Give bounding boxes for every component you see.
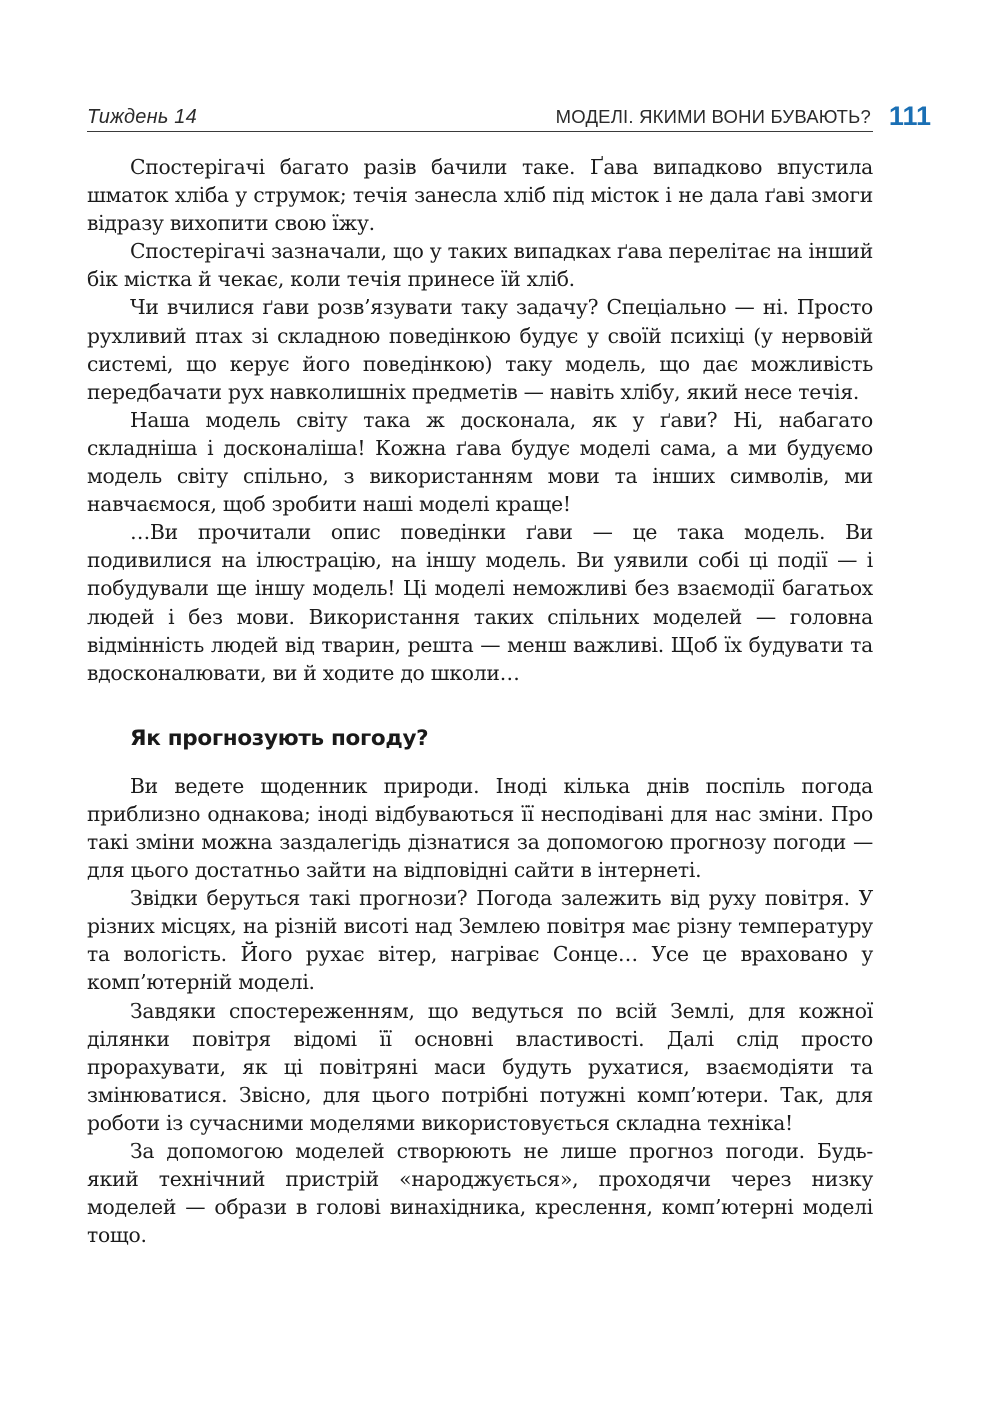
week-label: Тиждень 14	[87, 106, 197, 128]
paragraph: Ви ведете щоденник природи. Іноді кілька днів поспіль погода приблизно однакова; іноді відбуваються її несподівані для нас зміни. Про такі зміни можна заздалегідь дізнатися за допомогою прогнозу погоди — для цього достатньо зайти на відповідні сайти в інтернеті.	[87, 773, 873, 883]
paragraph: За допомогою моделей створюють не лише прогноз погоди. Будь-який технічний пристрій «народжується», проходячи через низку моделей — образи в голові винахідника, креслення, комп’ютерні моделі тощо.	[87, 1139, 873, 1248]
paragraph: Чи вчилися ґави розв’язувати таку задачу? Спеціально — ні. Просто рухливий птах зі складною поведінкою будує у своїй психіці (у нервовій системі, що керує його поведінкою) таку модель, що дає можливість передбачати рух навколишніх предметів — навіть хлібу, який несе течія.	[87, 295, 873, 404]
header-divider	[87, 131, 873, 132]
chapter-title: МОДЕЛІ. ЯКИМИ ВОНИ БУВАЮТЬ?	[555, 106, 871, 127]
paragraph: Завдяки спостереженням, що ведуться по всій Землі, для кожної ділянки повітря відомі її основні властивості. Далі слід просто прорахувати, як ці повітряні маси будуть рухатися, взаємодіяти та змінюватися. Звісно, для цього потрібні потужні комп’ютери. Так, для роботи із сучасними моделями використовується складна техніка!	[87, 998, 873, 1135]
running-header	[87, 100, 933, 134]
page-number: 111	[888, 101, 931, 131]
paragraph: Наша модель світу така ж досконала, як у ґави? Ні, набагато складніша і досконаліша! Кожна ґава будує моделі сама, а ми будуємо модель світу спільно, з використанням мови та інших символів, ми навчаємося, щоб зробити наші моделі краще!	[87, 407, 873, 517]
page-body	[87, 153, 873, 1249]
paragraph: …Ви прочитали опис поведінки ґави — це така модель. Ви подивилися на ілюстрацію, на іншу модель. Ви уявили собі ці події — і побудували ще іншу модель! Ці моделі неможливі без взаємодії багатьох людей і без мови. Використання таких спільних моделей — головна відмінність людей від тварин, решта — менш важливі. Щоб їх будувати та вдосконалювати, ви й ходите до школи…	[87, 520, 873, 685]
paragraph: Спостерігачі зазначали, що у таких випадках ґава перелітає на інший бік містка й чекає, коли течія принесе їй хліб.	[87, 239, 873, 292]
paragraph: Спостерігачі багато разів бачили таке. Ґава випадково впустила шматок хліба у струмок; течія занесла хліб під місток і не дала ґаві змоги відразу вихопити свою їжу.	[87, 155, 873, 236]
section-heading: Як прогнозують погоду?	[130, 725, 429, 751]
paragraph: Звідки беруться такі прогнози? Погода залежить від руху повітря. У різних місцях, на різній висоті над Землею повітря має різну температуру та вологість. Його рухає вітер, нагріває Сонце… Усе це враховано у комп’ютерній моделі.	[87, 886, 873, 995]
